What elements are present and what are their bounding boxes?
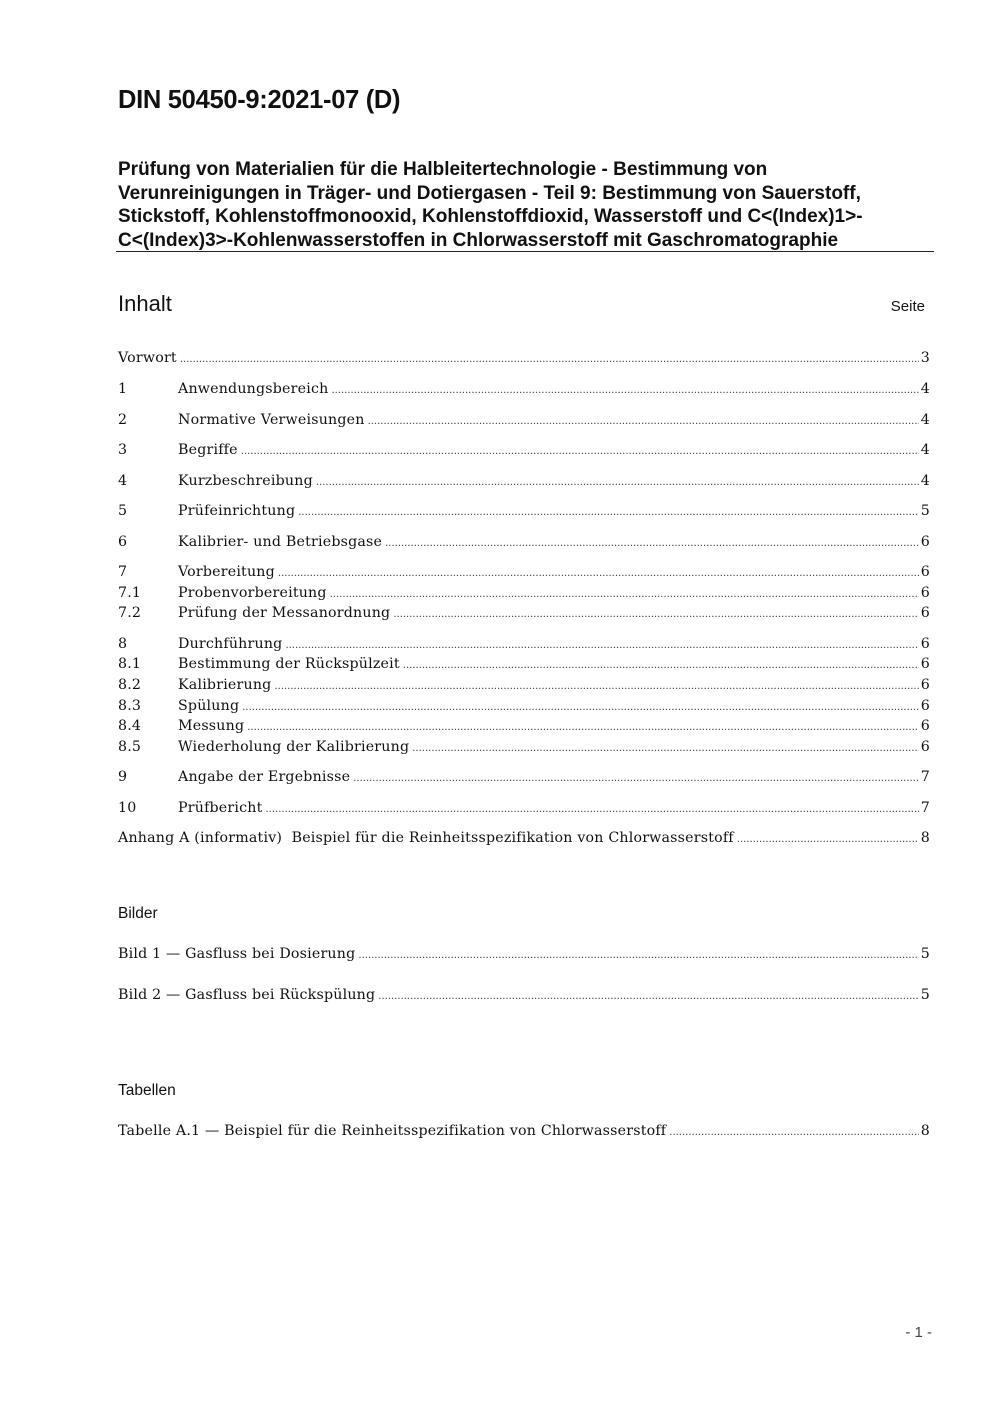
- leader-dots: [378, 987, 918, 1007]
- toc-entry-7[interactable]: [118, 562, 930, 582]
- toc-entry-page: 6: [920, 585, 930, 601]
- leader-dots: [316, 473, 919, 493]
- leader-dots: [385, 534, 919, 554]
- toc-entry-number: 3: [118, 442, 128, 458]
- toc-entry-title: Probenvorbereitung: [178, 585, 327, 601]
- toc-entry-title: Vorwort: [118, 350, 177, 366]
- page-number: - 1 -: [905, 1324, 932, 1341]
- leader-dots: [285, 636, 918, 656]
- figure-entry-2[interactable]: [118, 985, 930, 1005]
- toc-entry-page: 6: [920, 739, 930, 755]
- toc-entry-title: Begriffe: [178, 442, 238, 458]
- toc-entry-4[interactable]: [118, 471, 930, 491]
- leader-dots: [737, 830, 919, 850]
- leader-dots: [412, 739, 919, 759]
- toc-entry-7-1[interactable]: [118, 583, 930, 603]
- toc-entry-page: 6: [920, 718, 930, 734]
- toc-entry-vorwort[interactable]: [118, 348, 930, 368]
- toc-entry-title: Spülung: [178, 698, 240, 714]
- toc-entry-page: 6: [920, 534, 930, 550]
- document-id: DIN 50450-9:2021-07 (D): [118, 86, 401, 114]
- toc-entry-title: Prüfung der Messanordnung: [178, 605, 391, 621]
- toc-entry-3[interactable]: [118, 440, 930, 460]
- toc-entry-page: 3: [920, 350, 930, 366]
- toc-entry-title: Prüfeinrichtung: [178, 503, 296, 519]
- toc-entry-number: 7.1: [118, 585, 142, 601]
- page-column-label: Seite: [890, 298, 925, 315]
- toc-entry-title: Anwendungsbereich: [178, 381, 329, 397]
- toc-entry-number: 4: [118, 473, 128, 489]
- toc-entry-5[interactable]: [118, 501, 930, 521]
- leader-dots: [266, 800, 919, 820]
- toc-entry-page: 6: [920, 656, 930, 672]
- leader-dots: [393, 605, 918, 625]
- leader-dots: [241, 442, 919, 462]
- toc-entry-title: Durchführung: [178, 636, 283, 652]
- toc-entry-title: Anhang A (informativ) Beispiel für die Reinheitsspezifikation von Chlorwasserstoff: [118, 830, 734, 846]
- toc-entry-page: 6: [920, 677, 930, 693]
- toc-entry-page: 7: [920, 800, 930, 816]
- toc-entry-page: 6: [920, 636, 930, 652]
- toc-entry-6[interactable]: [118, 532, 930, 552]
- toc-entry-1[interactable]: [118, 379, 930, 399]
- toc-entry-page: 6: [920, 698, 930, 714]
- table-entry-page: 8: [920, 1123, 930, 1139]
- table-entry-title: Tabelle A.1 — Beispiel für die Reinheitsspezifikation von Chlorwasserstoff: [118, 1123, 667, 1139]
- toc-entry-9[interactable]: [118, 767, 930, 787]
- toc-entry-title: Kurzbeschreibung: [178, 473, 313, 489]
- leader-dots: [247, 718, 919, 738]
- toc-entry-8-5[interactable]: [118, 737, 930, 757]
- toc-entry-number: 8.4: [118, 718, 142, 734]
- toc-entry-number: 7.2: [118, 605, 142, 621]
- toc-entry-page: 4: [920, 473, 930, 489]
- title-divider: [116, 251, 934, 252]
- leader-dots: [242, 698, 919, 718]
- figure-entry-page: 5: [920, 946, 930, 962]
- toc-entry-page: 5: [920, 503, 930, 519]
- toc-entry-number: 1: [118, 381, 128, 397]
- toc-entry-title: Normative Verweisungen: [178, 412, 365, 428]
- toc-entry-number: 8: [118, 636, 128, 652]
- table-entry-a1[interactable]: [118, 1121, 930, 1141]
- leader-dots: [180, 350, 919, 370]
- toc-entry-number: 8.2: [118, 677, 142, 693]
- toc-entry-number: 8.5: [118, 739, 142, 755]
- toc-entry-7-2[interactable]: [118, 603, 930, 623]
- toc-entry-number: 9: [118, 769, 128, 785]
- toc-entry-title: Prüfbericht: [178, 800, 263, 816]
- leader-dots: [368, 412, 919, 432]
- leader-dots: [331, 381, 918, 401]
- toc-entry-page: 8: [920, 830, 930, 846]
- leader-dots: [353, 769, 919, 789]
- toc-entry-title: Kalibrier- und Betriebsgase: [178, 534, 383, 550]
- toc-entry-title: Messung: [178, 718, 245, 734]
- toc-entry-number: 8.1: [118, 656, 142, 672]
- figure-entry-page: 5: [920, 987, 930, 1003]
- toc-entry-page: 4: [920, 381, 930, 397]
- toc-entry-title: Kalibrierung: [178, 677, 272, 693]
- toc-entry-8-4[interactable]: [118, 716, 930, 736]
- toc-entry-page: 4: [920, 412, 930, 428]
- figure-entry-1[interactable]: [118, 944, 930, 964]
- document-title: Prüfung von Materialien für die Halbleitertechnologie - Bestimmung von Verunreinigungen in Träger- und Dotiergasen - Teil 9: Bestimmung von Sauerstoff, Stickstoff, Kohlenstoffmonooxid, Kohlenstoffdioxid, Wasserstoff und C<(Index)1>-C<(Index)3>-Kohlenwasserstoffen in Chlorwasserstoff mit Gaschromatographie: [118, 159, 863, 251]
- toc-entry-title: Wiederholung der Kalibrierung: [178, 739, 410, 755]
- figures-heading: Bilder: [118, 905, 158, 922]
- toc-entry-number: 10: [118, 800, 137, 816]
- leader-dots: [403, 656, 919, 676]
- tables-heading: Tabellen: [118, 1082, 176, 1099]
- toc-entry-page: 6: [920, 605, 930, 621]
- figure-entry-title: Bild 1 — Gasfluss bei Dosierung: [118, 946, 356, 962]
- toc-heading: Inhalt: [118, 291, 172, 316]
- toc-entry-number: 5: [118, 503, 128, 519]
- leader-dots: [274, 677, 918, 697]
- toc-entry-8-1[interactable]: [118, 654, 930, 674]
- toc-entry-title: Angabe der Ergebnisse: [178, 769, 351, 785]
- figure-entry-title: Bild 2 — Gasfluss bei Rückspülung: [118, 987, 376, 1003]
- toc-entry-title: Bestimmung der Rückspülzeit: [178, 656, 400, 672]
- toc-entry-page: 7: [920, 769, 930, 785]
- toc-entry-number: 8.3: [118, 698, 142, 714]
- leader-dots: [358, 946, 918, 966]
- toc-entry-page: 4: [920, 442, 930, 458]
- leader-dots: [298, 503, 919, 523]
- toc-entry-2[interactable]: [118, 410, 930, 430]
- toc-entry-number: 6: [118, 534, 128, 550]
- toc-entry-10[interactable]: [118, 798, 930, 818]
- leader-dots: [669, 1123, 919, 1143]
- toc-entry-8-2[interactable]: [118, 675, 930, 695]
- toc-entry-8-3[interactable]: [118, 696, 930, 716]
- leader-dots: [330, 585, 919, 605]
- toc-entry-page: 6: [920, 564, 930, 580]
- toc-entry-number: 7: [118, 564, 128, 580]
- toc-entry-8[interactable]: [118, 634, 930, 654]
- leader-dots: [278, 564, 919, 584]
- toc-entry-title: Vorbereitung: [178, 564, 275, 580]
- toc-entry-anhang-a[interactable]: [118, 828, 930, 848]
- toc-entry-number: 2: [118, 412, 128, 428]
